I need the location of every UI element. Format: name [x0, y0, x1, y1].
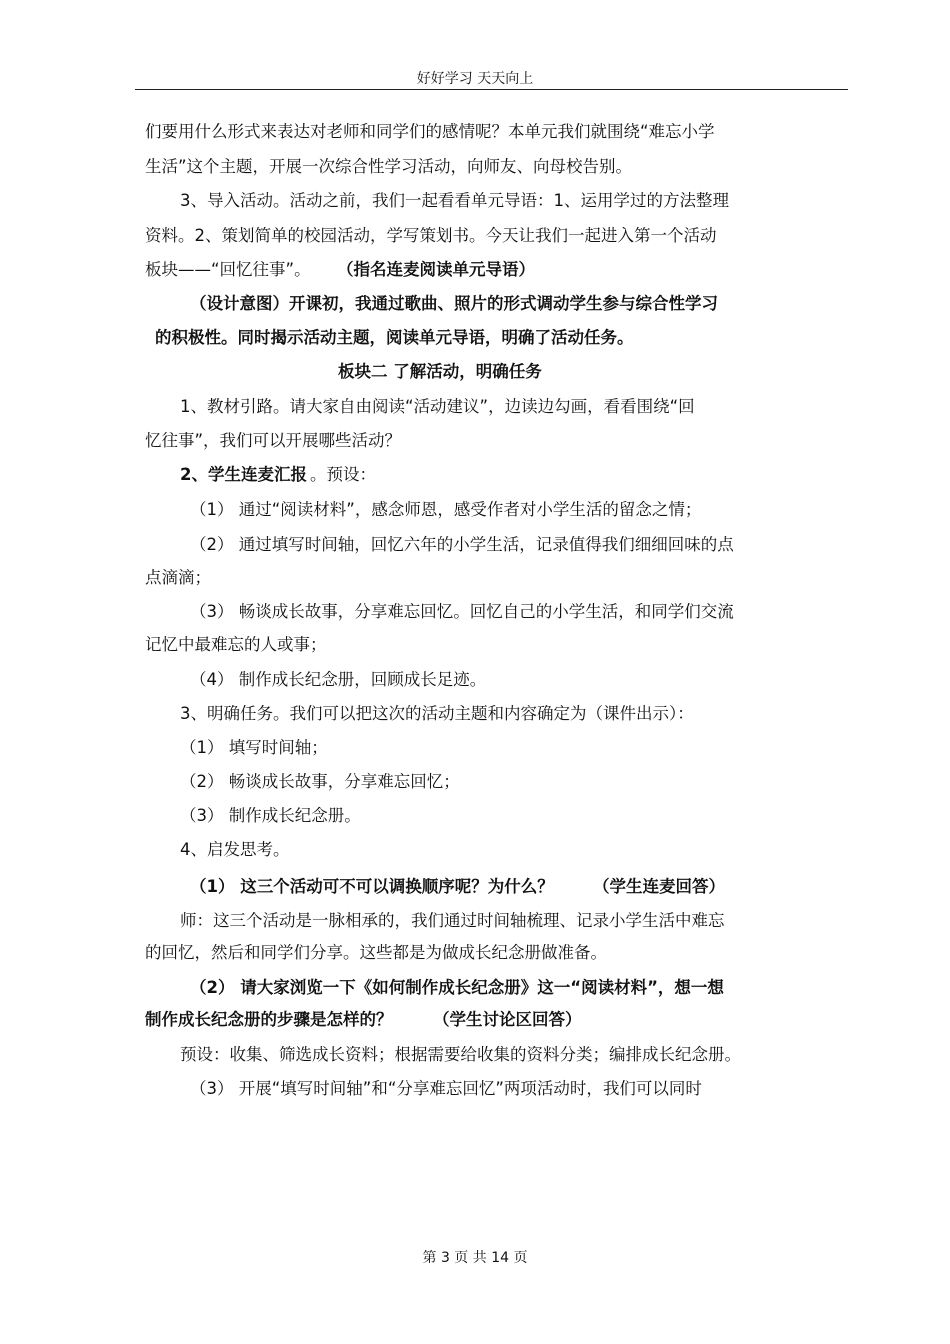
text-line: 4、启发思考。	[180, 840, 290, 859]
question: （1） 这三个活动可不可以调换顺序呢？为什么？	[190, 877, 554, 896]
text-line: 忆往事”，我们可以开展哪些活动？	[145, 431, 402, 450]
text-line: 预设：收集、筛选成长资料；根据需要给收集的资料分类；编排成长纪念册。	[180, 1045, 741, 1064]
text-line: （1） 填写时间轴；	[180, 738, 328, 757]
text-line: （1） 通过“阅读材料”，感念师恩，感受作者对小学生活的留念之情；	[190, 500, 702, 519]
bold-note: （学生讨论区回答）	[433, 1010, 582, 1029]
text-line: （3） 制作成长纪念册。	[180, 806, 361, 825]
bold-note: （学生连麦回答）	[593, 877, 725, 896]
design-intent: （设计意图）开课初，我通过歌曲、照片的形式调动学生参与综合性学习	[190, 294, 718, 313]
text-line: （2） 畅谈成长故事，分享难忘回忆；	[180, 772, 460, 791]
text-line: （4） 制作成长纪念册，回顾成长足迹。	[190, 670, 487, 689]
text-line: 点滴滴；	[145, 568, 211, 587]
text-line: 记忆中最难忘的人或事；	[145, 635, 327, 654]
text-line: （3） 畅谈成长故事，分享难忘回忆。回忆自己的小学生活，和同学们交流	[190, 602, 734, 621]
text-line: 3、导入活动。活动之前，我们一起看看单元导语：1、运用学过的方法整理	[180, 191, 729, 210]
text-line: 。预设：	[310, 465, 376, 484]
section-heading: 板块二 了解活动，明确任务	[338, 362, 542, 381]
bold-note: 2、学生连麦汇报	[180, 465, 307, 484]
text-line: 生活”这个主题，开展一次综合性学习活动，向师友、向母校告别。	[145, 157, 633, 176]
text-line: 们要用什么形式来表达对老师和同学们的感情呢？本单元我们就围绕“难忘小学	[145, 122, 715, 141]
bold-note: （指名连麦阅读单元导语）	[337, 260, 535, 279]
text-line: 师：这三个活动是一脉相承的，我们通过时间轴梳理、记录小学生活中难忘	[180, 911, 725, 930]
text-line: 板块——“回忆往事”。	[145, 260, 311, 279]
text-line: （2） 通过填写时间轴，回忆六年的小学生活，记录值得我们细细回味的点	[190, 535, 734, 554]
page-header: 好好学习 天天向上	[416, 71, 534, 87]
question: （2） 请大家浏览一下《如何制作成长纪念册》这一“阅读材料”，想一想	[190, 978, 724, 997]
page-footer: 第 3 页 共 14 页	[422, 1250, 528, 1266]
text-line: （3） 开展“填写时间轴”和“分享难忘回忆”两项活动时，我们可以同时	[190, 1079, 702, 1098]
text-line: 1、教材引路。请大家自由阅读“活动建议”，边读边勾画，看看围绕“回	[180, 397, 695, 416]
text-line: 3、明确任务。我们可以把这次的活动主题和内容确定为（课件出示）：	[180, 704, 694, 723]
header-rule	[135, 89, 848, 90]
question: 制作成长纪念册的步骤是怎样的？	[145, 1010, 393, 1029]
text-line: 资料。2、策划简单的校园活动，学写策划书。今天让我们一起进入第一个活动	[145, 226, 717, 245]
text-line: 的回忆，然后和同学们分享。这些都是为做成长纪念册做准备。	[145, 943, 607, 962]
design-intent: 的积极性。同时揭示活动主题，阅读单元导语，明确了活动任务。	[155, 328, 634, 347]
